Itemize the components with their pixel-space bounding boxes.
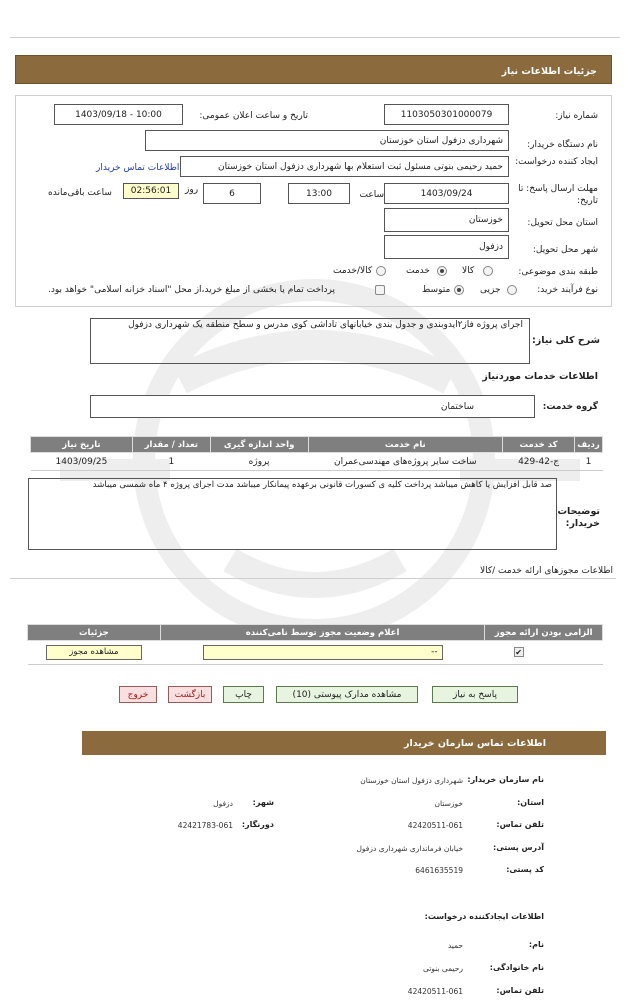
- day-label: روز: [185, 185, 199, 195]
- contact-postal-label: کد پستی:: [506, 865, 544, 874]
- process-label: نوع فرآیند خرید:: [537, 285, 598, 295]
- buyer-notes-field: صد قابل افزایش یا کاهش میباشد پرداخت کلیه ی کسورات قانونی برعهده پیمانکار میباشد مدت اجرای پروژه ۴ ماه شمسی میباشد: [28, 478, 557, 550]
- contact-title: اطلاعات تماس سازمان خریدار: [403, 738, 546, 749]
- creator-label: ایجاد کننده درخواست:: [515, 157, 598, 167]
- creator-section-title: اطلاعات ایجادکننده درخواست:: [424, 912, 544, 921]
- cell-row: 1: [575, 453, 603, 471]
- contact-province-label: استان:: [517, 798, 544, 807]
- services-section-title: اطلاعات خدمات موردنیاز: [482, 371, 598, 382]
- col-qty: تعداد / مقدار: [132, 437, 210, 453]
- contact-org-label: نام سازمان خریدار:: [467, 775, 544, 784]
- back-button[interactable]: بازگشت: [168, 686, 212, 703]
- remaining-time-field: 02:56:01: [123, 183, 179, 199]
- permits-table-header: [28, 625, 603, 641]
- page-title: جزئیات اطلاعات نیاز: [501, 66, 597, 77]
- col-permit-required: الزامی بودن ارائه مجوز: [485, 625, 603, 641]
- col-row: ردیف: [575, 437, 603, 453]
- view-permit-button[interactable]: مشاهده مجوز: [46, 645, 142, 660]
- service-group-field: ساختمان: [90, 395, 535, 418]
- category-option-service: خدمت: [406, 266, 430, 276]
- contact-province-value: خوزستان: [434, 799, 463, 808]
- contact-address-label: آدرس پستی:: [493, 843, 544, 852]
- remaining-time-label: ساعت باقی‌مانده: [48, 188, 112, 198]
- days-field: 6: [203, 183, 261, 204]
- permit-required-checkbox: ✔: [515, 648, 522, 657]
- table-row: [28, 641, 603, 665]
- category-radio-goods-service[interactable]: [376, 266, 386, 276]
- treasury-checkbox[interactable]: [375, 285, 385, 295]
- process-radio-medium[interactable]: [454, 285, 464, 295]
- permits-section-title: اطلاعات مجوزهای ارائه خدمت /کالا: [479, 566, 613, 576]
- province-field: خوزستان: [384, 208, 509, 232]
- creator-field: حمید رحیمی بنوتی مسئول ثبت استعلام بها شهرداری دزفول استان خوزستان: [180, 156, 509, 177]
- buyer-org-label: نام دستگاه خریدار:: [527, 140, 598, 150]
- contact-fax-label: دورنگار:: [241, 820, 274, 829]
- reply-button[interactable]: پاسخ به نیاز: [432, 686, 518, 703]
- description-label: شرح کلی نیاز:: [531, 335, 600, 346]
- col-code: کد خدمت: [503, 437, 575, 453]
- buyer-notes-label: توضیحات خریدار:: [557, 506, 600, 529]
- creator-name-label: نام:: [528, 940, 544, 949]
- cell-date: 1403/09/25: [31, 453, 133, 471]
- deadline-hour-label: ساعت: [359, 190, 384, 200]
- cell-qty: 1: [132, 453, 210, 471]
- treasury-note: پرداخت تمام یا بخشی از مبلغ خرید،از محل "اسناد خزانه اسلامی" خواهد بود.: [48, 285, 336, 295]
- cell-unit: پروژه: [210, 453, 308, 471]
- table-row: [31, 453, 603, 471]
- col-date: تاریخ نیاز: [31, 437, 133, 453]
- announce-date-label: تاریخ و ساعت اعلان عمومی:: [199, 111, 308, 121]
- permit-status-cell: [160, 641, 485, 665]
- top-divider: [10, 37, 620, 38]
- city-field: دزفول: [384, 235, 509, 259]
- contact-address-value: خیابان فرمانداری شهرداری دزفول: [356, 844, 463, 853]
- creator-name-value: حمید: [447, 941, 463, 950]
- creator-phone-value: 42420511-061: [407, 987, 463, 996]
- buyer-contact-link[interactable]: اطلاعات تماس خریدار: [96, 163, 180, 173]
- province-label: استان محل تحویل:: [527, 218, 598, 228]
- contact-org-value: شهرداری دزفول استان خوزستان: [360, 776, 463, 785]
- services-table-header: [31, 437, 603, 453]
- deadline-date-field: 1403/09/24: [384, 183, 509, 204]
- process-radio-minor[interactable]: [507, 285, 517, 295]
- category-radio-service[interactable]: [437, 266, 447, 276]
- permit-details-cell: [28, 641, 161, 665]
- permits-table: [27, 624, 603, 665]
- category-radio-goods[interactable]: [483, 266, 493, 276]
- cell-code: ج-42-429: [503, 453, 575, 471]
- service-group-label: گروه خدمت:: [542, 402, 598, 412]
- exit-button[interactable]: خروج: [119, 686, 157, 703]
- col-unit: واحد اندازه گیری: [210, 437, 308, 453]
- category-option-goods-service: کالا/خدمت: [333, 266, 373, 276]
- page-header: [15, 55, 612, 84]
- buyer-org-field: شهرداری دزفول استان خوزستان: [145, 130, 509, 151]
- process-option-minor: جزیی: [480, 285, 501, 295]
- announce-date-field: 1403/09/18 - 10:00: [54, 104, 183, 125]
- permit-required-cell: [485, 641, 603, 665]
- creator-phone-label: تلفن تماس:: [496, 986, 544, 995]
- col-permit-details: جزئیات: [28, 625, 161, 641]
- deadline-label: مهلت ارسال پاسخ: تا تاریخ:: [518, 184, 598, 206]
- need-number-label: شماره نیاز:: [555, 111, 598, 121]
- permit-status-field: --: [203, 645, 443, 660]
- creator-family-label: نام خانوادگی:: [489, 963, 544, 972]
- category-option-goods: کالا: [462, 266, 475, 276]
- contact-city-value: دزفول: [213, 799, 233, 808]
- need-number-field: 1103050301000079: [384, 104, 509, 125]
- col-permit-status: اعلام وضعیت مجوز توسط نامی‌کننده: [160, 625, 485, 641]
- city-label: شهر محل تحویل:: [532, 245, 598, 255]
- category-label: طبقه بندی موضوعی:: [518, 267, 598, 277]
- deadline-time-field: 13:00: [288, 183, 350, 204]
- process-option-medium: متوسط: [422, 285, 451, 295]
- contact-phone-value: 42420511-061: [407, 821, 463, 830]
- cell-name: ساخت سایر پروژه‌های مهندسی‌عمران: [308, 453, 503, 471]
- permits-divider: [10, 578, 616, 579]
- contact-fax-value: 42421783-061: [177, 821, 233, 830]
- attachments-button[interactable]: مشاهده مدارک پیوستی (10): [276, 686, 418, 703]
- contact-header: [82, 731, 606, 755]
- contact-postal-value: 6461635519: [415, 866, 463, 875]
- contact-city-label: شهر:: [252, 798, 274, 807]
- print-button[interactable]: چاپ: [223, 686, 264, 703]
- description-field: اجرای پروژه فاز۲ایدوبندی و جدول بندی خیابانهای تاداشی کوی مدرس و سطح منطقه یک شهرداری دزفول: [90, 318, 530, 364]
- col-name: نام خدمت: [308, 437, 503, 453]
- contact-phone-label: تلفن تماس:: [496, 820, 544, 829]
- services-table: [30, 436, 603, 471]
- creator-family-value: رحیمی بنوتی: [422, 964, 463, 973]
